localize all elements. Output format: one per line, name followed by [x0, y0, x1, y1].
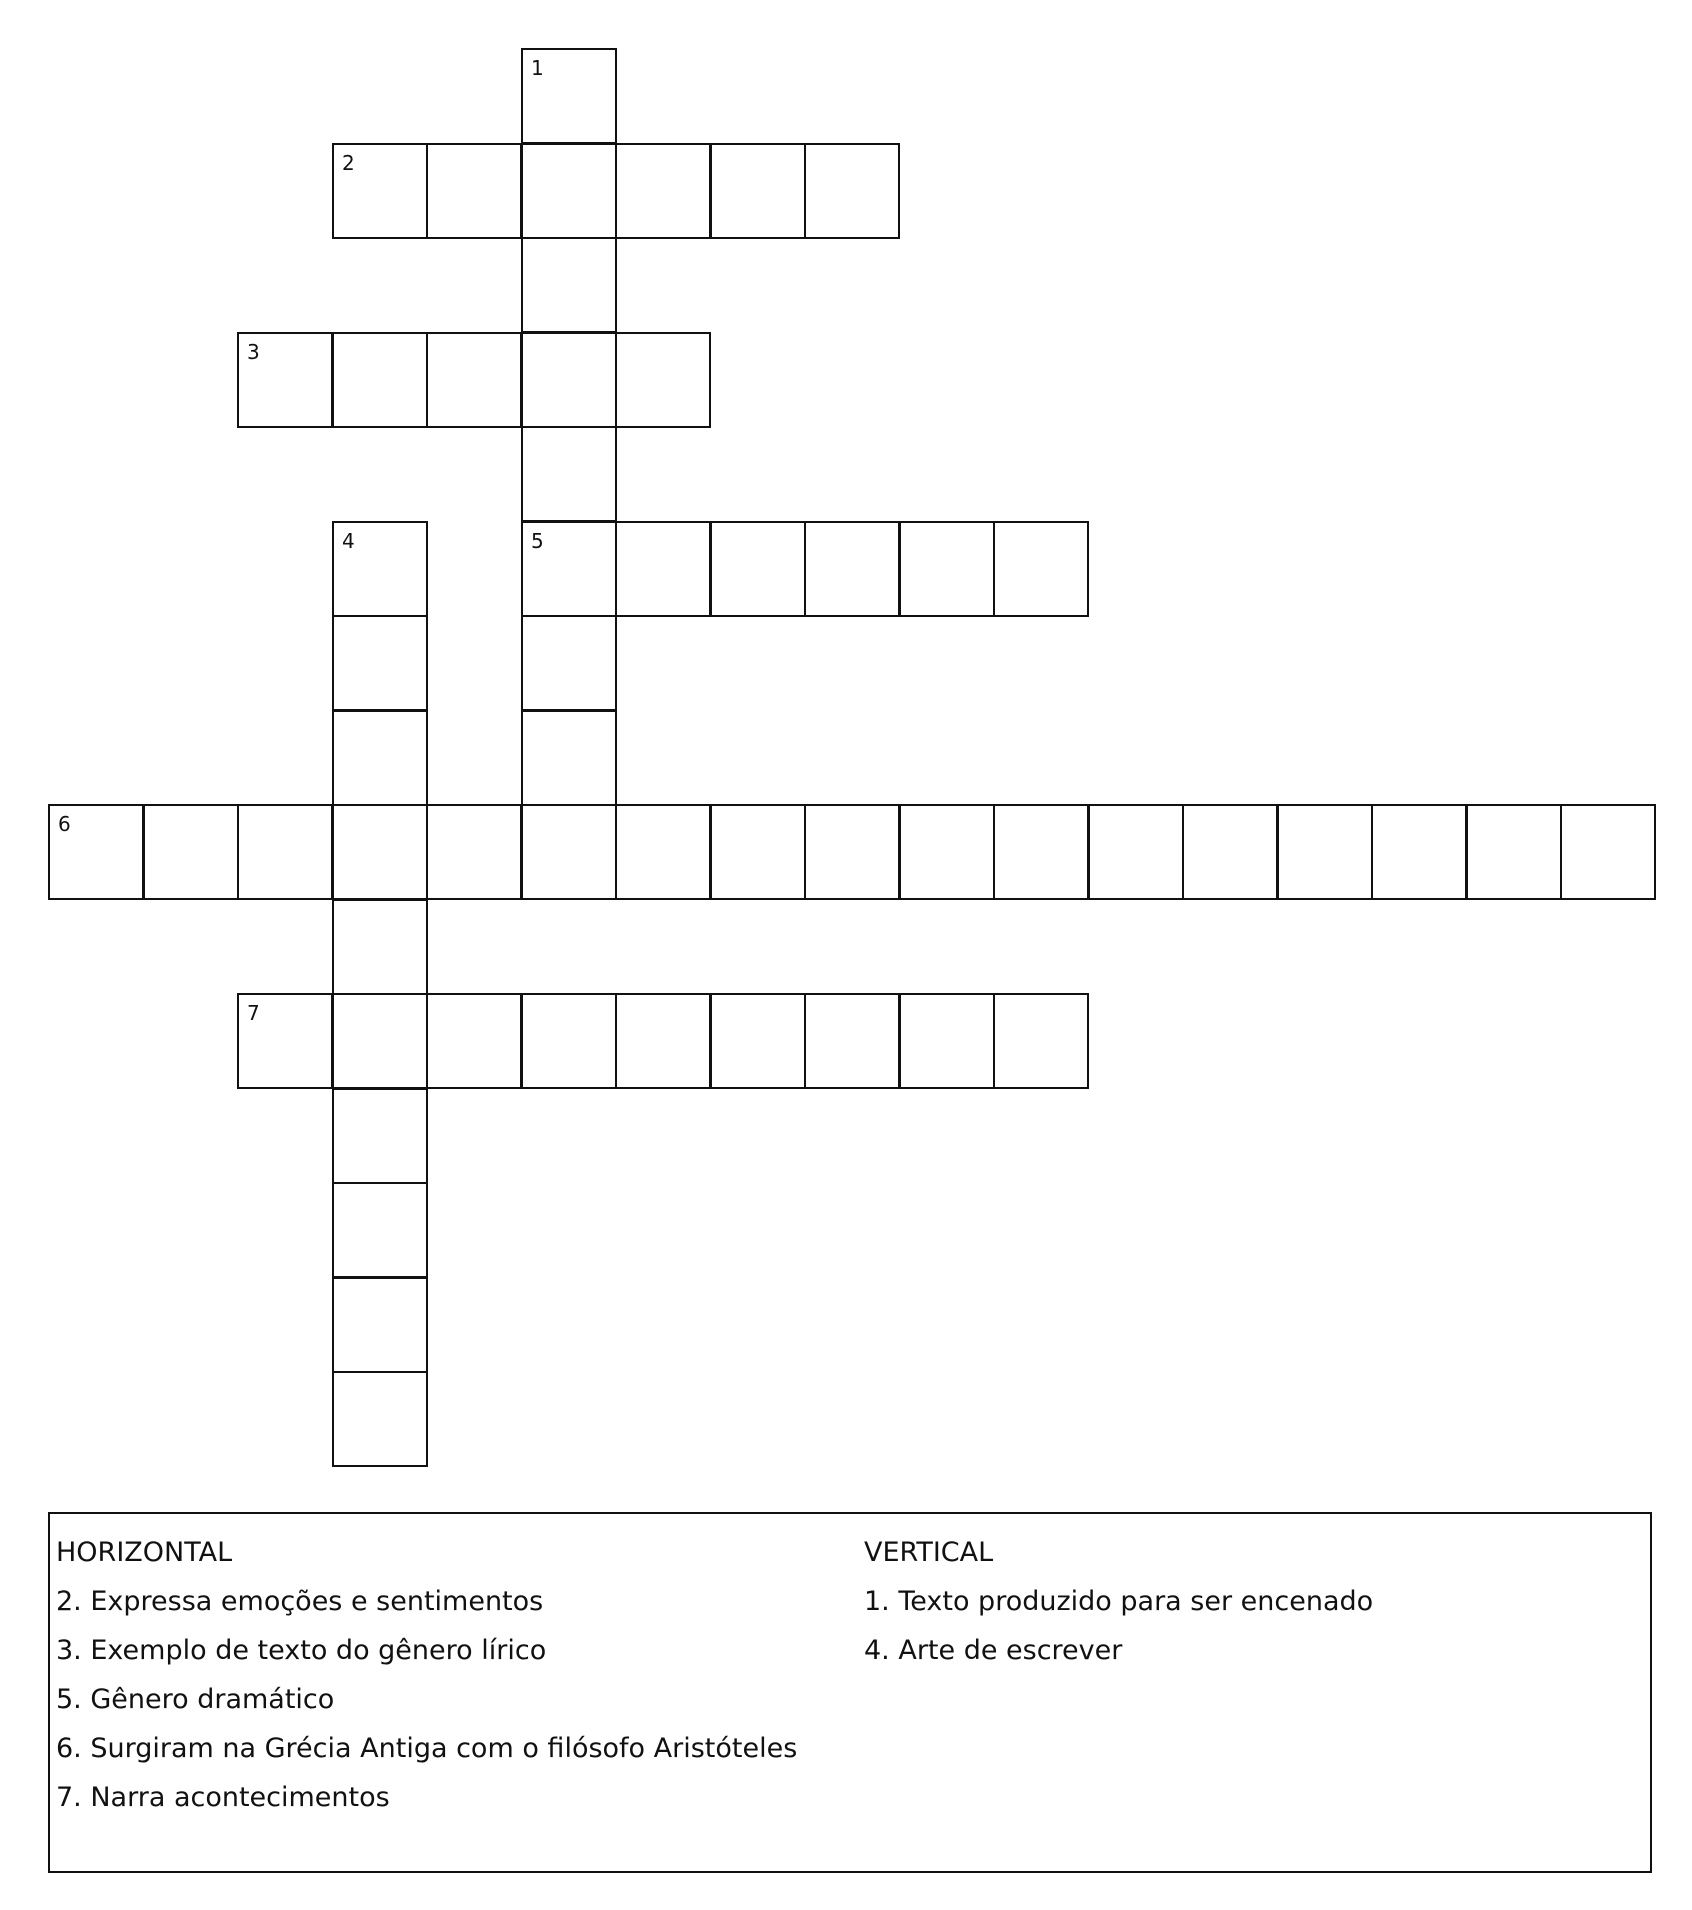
grid-cell[interactable] — [332, 1277, 428, 1373]
grid-cell[interactable] — [426, 332, 522, 428]
grid-cell[interactable] — [1088, 804, 1184, 900]
grid-cell[interactable] — [521, 993, 617, 1089]
clue-horizontal-7[interactable]: 7. Narra acontecimentos — [56, 1782, 390, 1813]
clue-vertical-4[interactable]: 4. Arte de escrever — [864, 1635, 1123, 1666]
clue-horizontal-6[interactable]: 6. Surgiram na Grécia Antiga com o filósofo Aristóteles — [56, 1733, 798, 1764]
grid-cell[interactable] — [332, 899, 428, 995]
grid-cell[interactable] — [899, 804, 995, 900]
grid-cell[interactable] — [993, 804, 1089, 900]
grid-cell[interactable] — [426, 143, 522, 239]
clue-number: 3 — [247, 340, 260, 364]
grid-cell[interactable] — [710, 521, 806, 617]
grid-cell[interactable] — [237, 332, 333, 428]
grid-cell[interactable] — [332, 710, 428, 806]
grid-cell[interactable] — [710, 993, 806, 1089]
grid-cell[interactable] — [1371, 804, 1467, 900]
clue-number: 4 — [342, 529, 355, 553]
grid-cell[interactable] — [804, 804, 900, 900]
grid-cell[interactable] — [615, 521, 711, 617]
grid-cell[interactable] — [426, 804, 522, 900]
clue-number: 5 — [531, 529, 544, 553]
grid-cell[interactable] — [521, 804, 617, 900]
grid-cell[interactable] — [615, 804, 711, 900]
grid-cell[interactable] — [899, 521, 995, 617]
grid-cell[interactable] — [332, 143, 428, 239]
grid-cell[interactable] — [615, 332, 711, 428]
clue-horizontal-2[interactable]: 2. Expressa emoções e sentimentos — [56, 1586, 544, 1617]
grid-cell[interactable] — [521, 143, 617, 239]
clue-horizontal-5[interactable]: 5. Gênero dramático — [56, 1684, 335, 1715]
clue-vertical-1[interactable]: 1. Texto produzido para ser encenado — [864, 1586, 1374, 1617]
grid-cell[interactable] — [521, 48, 617, 144]
grid-cell[interactable] — [332, 1088, 428, 1184]
grid-cell[interactable] — [332, 332, 428, 428]
grid-cell[interactable] — [521, 521, 617, 617]
grid-cell[interactable] — [1182, 804, 1278, 900]
horizontal-heading: HORIZONTAL — [56, 1537, 233, 1568]
grid-cell[interactable] — [332, 521, 428, 617]
clue-horizontal-3[interactable]: 3. Exemplo de texto do gênero lírico — [56, 1635, 547, 1666]
vertical-heading: VERTICAL — [864, 1537, 994, 1568]
grid-cell[interactable] — [710, 804, 806, 900]
grid-cell[interactable] — [615, 143, 711, 239]
grid-cell[interactable] — [237, 804, 333, 900]
grid-cell[interactable] — [332, 804, 428, 900]
grid-cell[interactable] — [48, 804, 144, 900]
grid-cell[interactable] — [237, 993, 333, 1089]
horizontal-clues — [56, 1528, 797, 1822]
grid-cell[interactable] — [899, 993, 995, 1089]
grid-cell[interactable] — [804, 521, 900, 617]
grid-cell[interactable] — [332, 615, 428, 711]
grid-cell[interactable] — [615, 993, 711, 1089]
grid-cell[interactable] — [521, 710, 617, 806]
grid-cell[interactable] — [426, 993, 522, 1089]
clue-number: 2 — [342, 151, 355, 175]
grid-cell[interactable] — [332, 1371, 428, 1467]
clues-panel — [48, 1512, 1652, 1873]
grid-cell[interactable] — [521, 237, 617, 333]
grid-cell[interactable] — [993, 521, 1089, 617]
grid-cell[interactable] — [332, 1182, 428, 1278]
clue-number: 1 — [531, 56, 544, 80]
grid-cell[interactable] — [710, 143, 806, 239]
grid-cell[interactable] — [804, 993, 900, 1089]
grid-cell[interactable] — [521, 426, 617, 522]
vertical-clues — [864, 1528, 1373, 1675]
grid-cell[interactable] — [521, 332, 617, 428]
grid-cell[interactable] — [993, 993, 1089, 1089]
grid-cell[interactable] — [804, 143, 900, 239]
clue-number: 6 — [58, 812, 71, 836]
grid-cell[interactable] — [521, 615, 617, 711]
grid-cell[interactable] — [143, 804, 239, 900]
grid-cell[interactable] — [1466, 804, 1562, 900]
grid-cell[interactable] — [1560, 804, 1656, 900]
grid-cell[interactable] — [332, 993, 428, 1089]
clue-number: 7 — [247, 1001, 260, 1025]
grid-cell[interactable] — [1277, 804, 1373, 900]
